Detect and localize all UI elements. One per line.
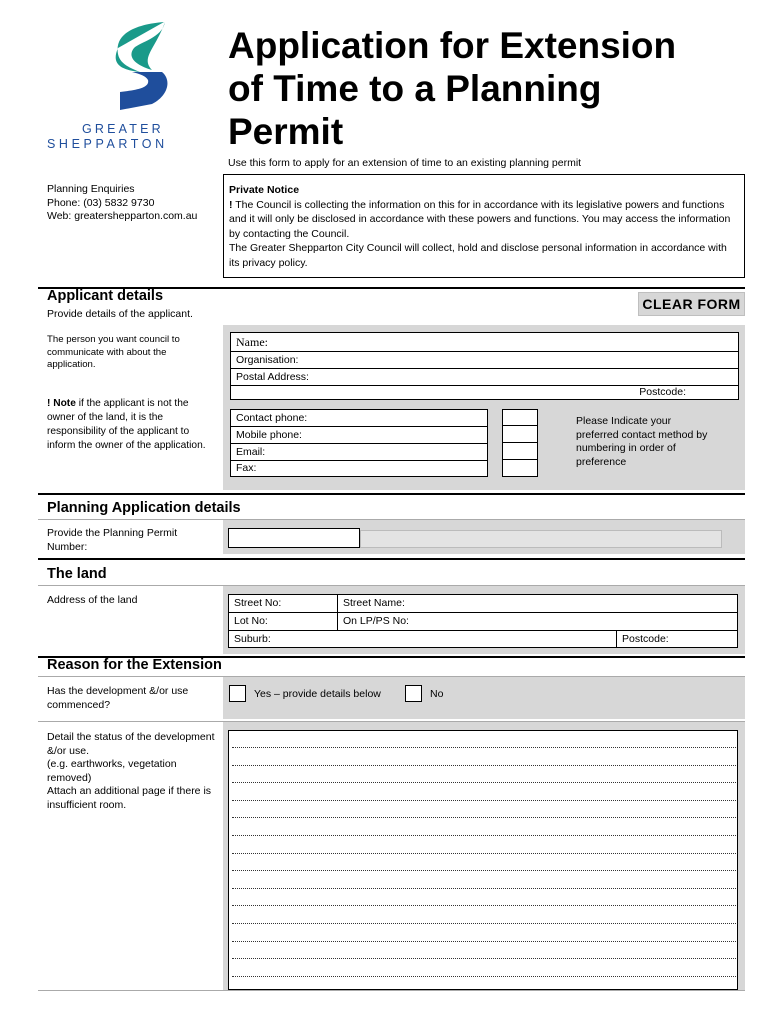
- reason-section-title: Reason for the Extension: [47, 657, 222, 673]
- land-address-label: Address of the land: [47, 594, 138, 606]
- organisation-field[interactable]: Organisation:: [231, 352, 738, 369]
- details-textarea[interactable]: [228, 730, 738, 990]
- applicant-address-block: [230, 332, 739, 400]
- applicant-description: The person you want council to communicate with about the application.: [47, 334, 180, 370]
- ruled-line: [232, 765, 736, 766]
- name-field[interactable]: Name:: [231, 333, 738, 352]
- permit-number-label: Provide the Planning Permit Number:: [47, 527, 178, 553]
- ruled-line: [232, 800, 736, 801]
- ruled-line: [232, 905, 736, 906]
- logo-s-mark: [44, 18, 184, 128]
- clear-form-button[interactable]: CLEAR FORM: [638, 292, 745, 316]
- logo-text-shepparton: SHEPPARTON: [47, 137, 168, 151]
- fax-field[interactable]: Fax:: [236, 462, 257, 474]
- applicant-section-title: Applicant details: [47, 288, 164, 304]
- street-no-field[interactable]: Street No:: [229, 595, 338, 613]
- email-field[interactable]: Email:: [231, 444, 487, 461]
- applicant-subtitle: Provide details of the applicant.: [47, 308, 193, 320]
- ruled-line: [232, 888, 736, 889]
- section-divider: [38, 558, 745, 560]
- section-divider: [38, 493, 745, 495]
- privacy-notice: Private Notice ! The Council is collecting the information on this for in accordance with its legislative powers and functions and it will only be disclosed in accordance with these powers and functions. You may access the information by contacting the Council. The Greater Shepparton City Council will collect, hold and disclose personal information in accordance with its privacy policy.: [223, 174, 745, 278]
- yes-checkbox[interactable]: [229, 685, 246, 702]
- land-address-block: [228, 594, 738, 648]
- preference-email[interactable]: [502, 443, 538, 460]
- ruled-line: [232, 853, 736, 854]
- ruled-line: [232, 835, 736, 836]
- ruled-line: [232, 747, 736, 748]
- commenced-question: Has the development &/or use commenced?: [47, 685, 189, 711]
- ruled-line: [232, 976, 736, 977]
- ruled-line: [232, 941, 736, 942]
- ruled-line: [232, 782, 736, 783]
- mobile-phone-field[interactable]: Mobile phone:: [231, 427, 487, 444]
- preference-fax[interactable]: [502, 460, 538, 477]
- permit-number-input[interactable]: [228, 528, 360, 548]
- postcode-label[interactable]: Postcode:: [639, 386, 686, 398]
- page-bottom-line: [38, 990, 745, 991]
- yes-label: Yes – provide details below: [254, 688, 381, 700]
- no-label: No: [430, 688, 444, 700]
- ruled-line: [232, 817, 736, 818]
- ruled-line: [232, 923, 736, 924]
- permit-number-extension: [360, 530, 722, 548]
- logo-text-greater: GREATER: [82, 122, 164, 136]
- ruled-line: [232, 958, 736, 959]
- detail-status-label: Detail the status of the development &/or use. (e.g. earthworks, vegetation removed) Attach an additional page if there is insufficient room.: [47, 731, 215, 811]
- page-title: Application for Extension of Time to a Planning Permit: [228, 25, 677, 152]
- ruled-line: [232, 870, 736, 871]
- planning-section-title: Planning Application details: [47, 500, 241, 516]
- preference-hint: Please Indicate your preferred contact method by numbering in order of preference: [576, 415, 708, 468]
- preference-contact-phone[interactable]: [502, 409, 538, 426]
- lp-ps-field[interactable]: On LP/PS No:: [338, 613, 737, 631]
- land-section-title: The land: [47, 566, 107, 582]
- lot-no-field[interactable]: Lot No:: [229, 613, 338, 631]
- phone-block: [230, 409, 488, 477]
- postal-address-field[interactable]: Postal Address:: [231, 369, 738, 386]
- applicant-note: ! Note if the applicant is not the owner of the land, it is the responsibility of the applicant to inform the owner of the application.: [47, 398, 206, 451]
- suburb-field[interactable]: Suburb:: [229, 631, 617, 648]
- land-postcode-field[interactable]: Postcode:: [622, 633, 669, 645]
- no-checkbox[interactable]: [405, 685, 422, 702]
- contact-phone-field[interactable]: Contact phone:: [231, 410, 487, 427]
- contact-info: Planning Enquiries Phone: (03) 5832 9730 Web: greatershepparton.com.au: [47, 183, 198, 222]
- preference-mobile[interactable]: [502, 426, 538, 443]
- street-name-field[interactable]: Street Name:: [338, 595, 737, 613]
- form-subtitle: Use this form to apply for an extension of time to an existing planning permit: [228, 157, 582, 169]
